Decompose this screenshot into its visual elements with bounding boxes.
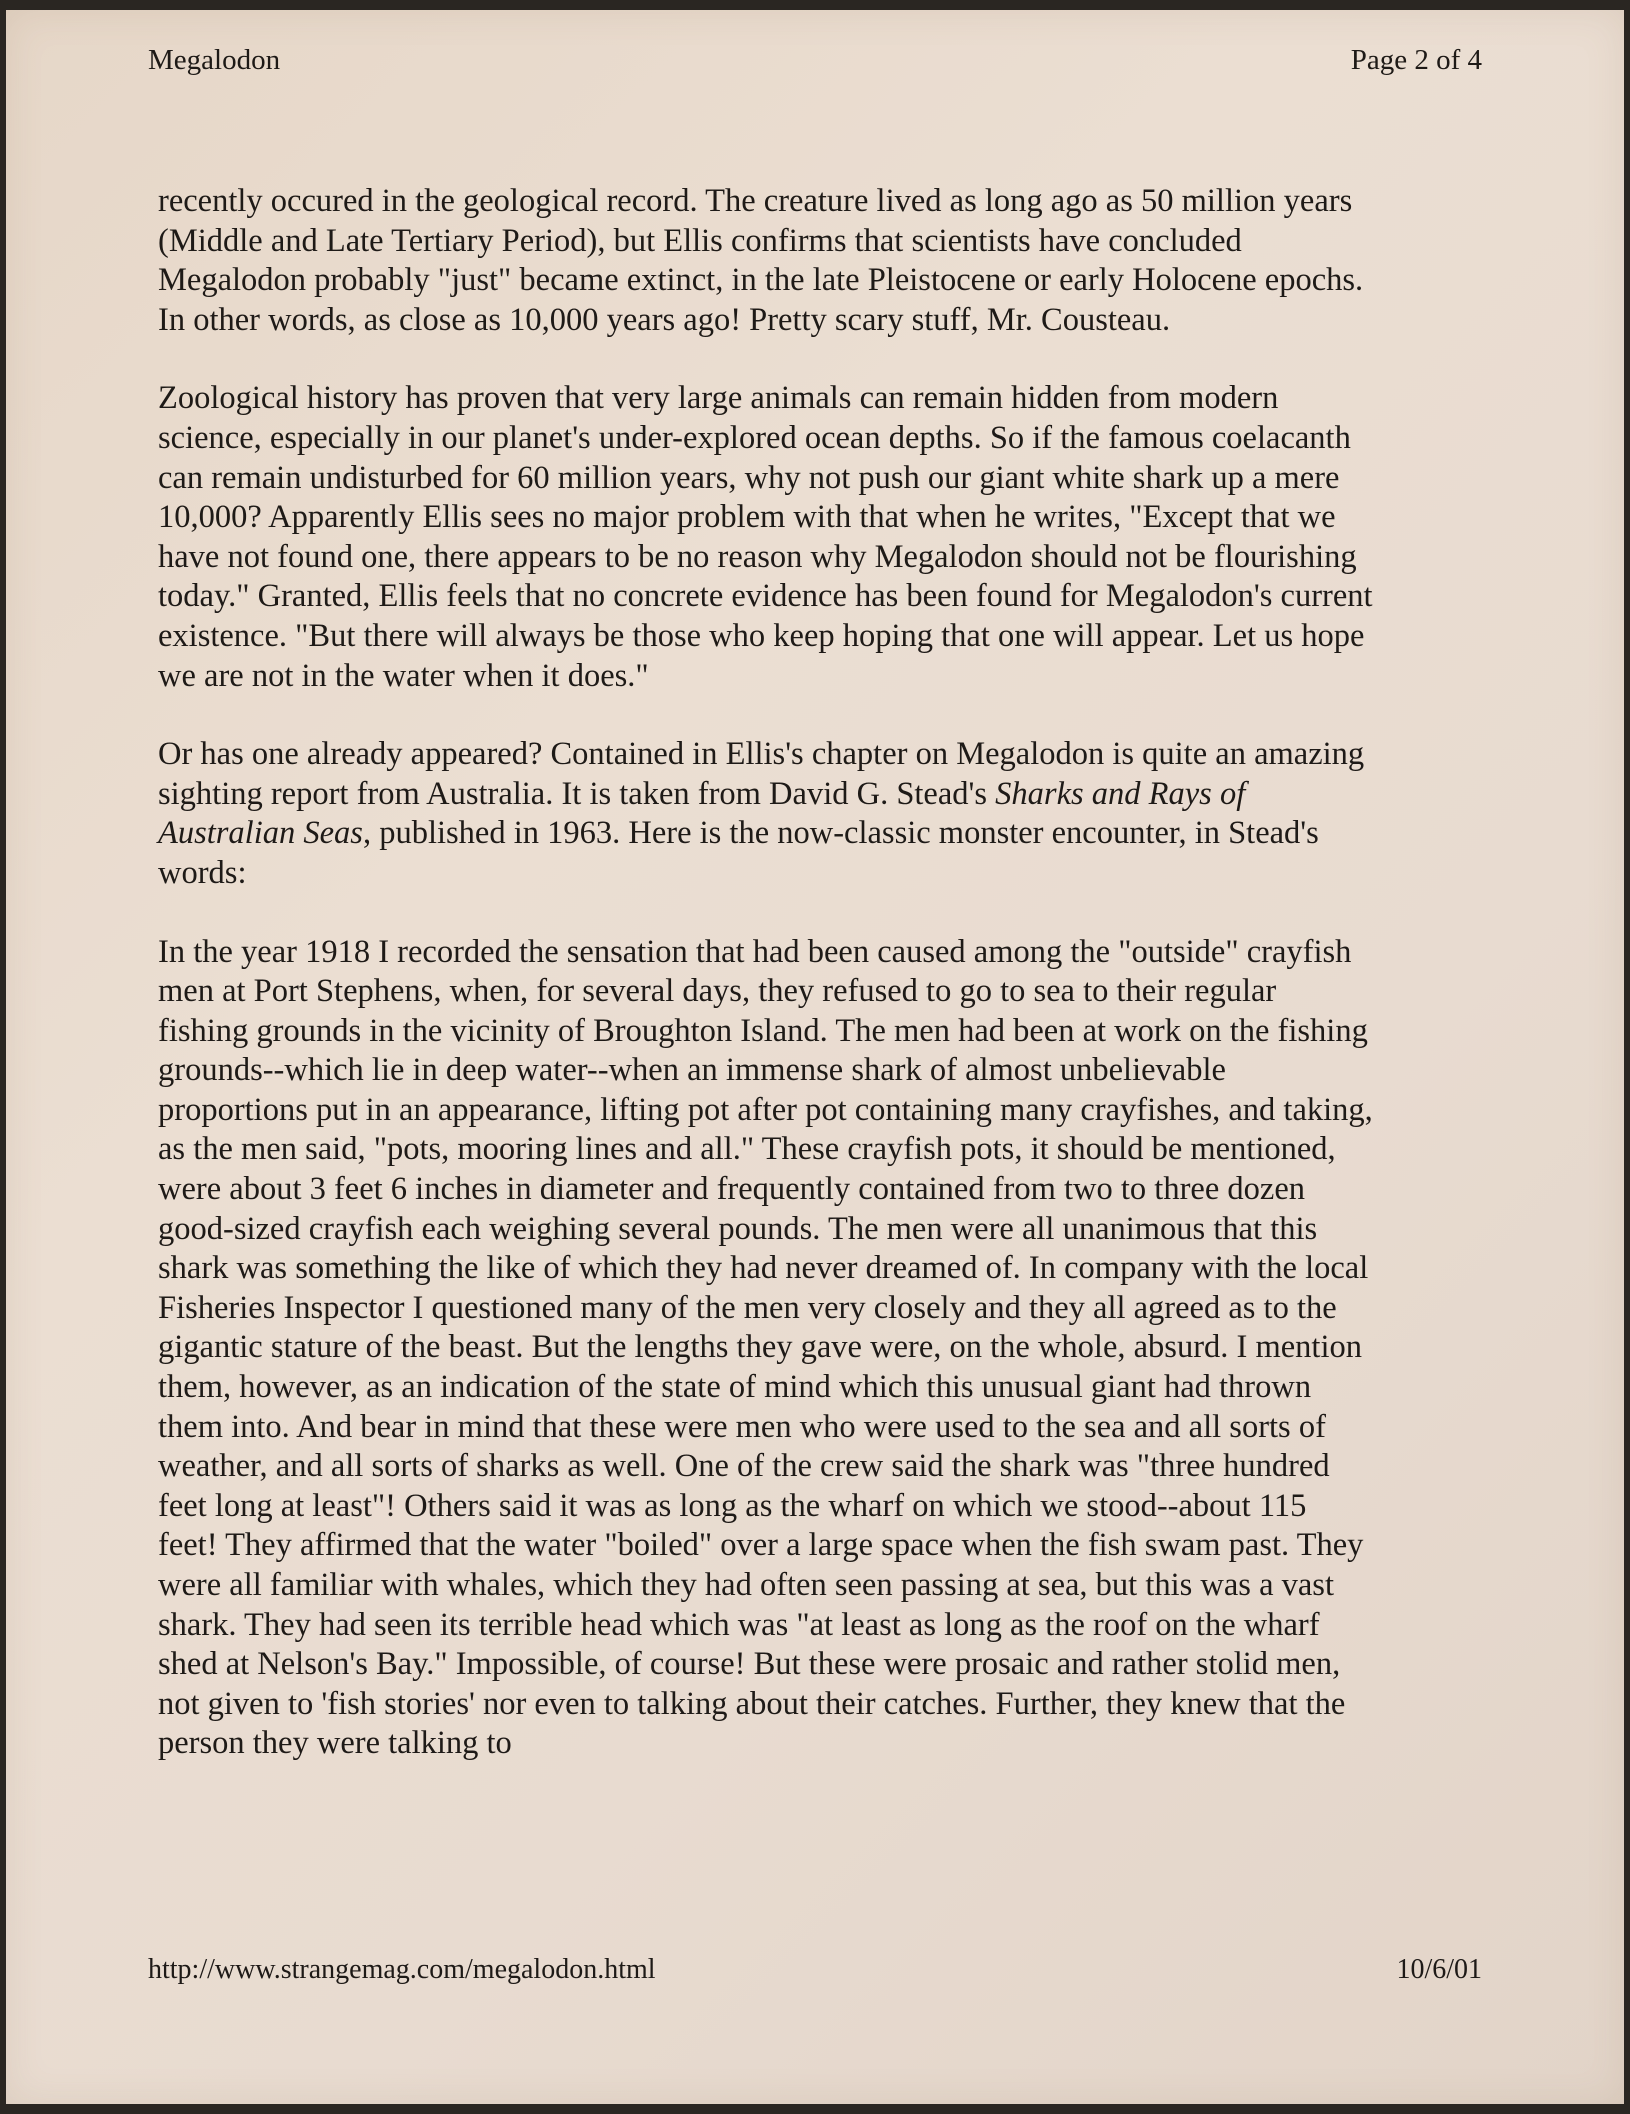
page-header-title: Megalodon [148,44,281,76]
article-body [158,182,1373,1803]
paragraph-4-quote: In the year 1918 I recorded the sensation that had been caused among the "outside" crayfish men at Port Stephens, when, for several days, they refused to go to sea to their regular fishing grounds in the vicinity of Broughton Island. The men had been at work on the fishing grounds--which lie in deep water--when an immense shark of almost unbelievable proportions put in an appearance, lifting pot after pot containing many crayfishes, and taking, as the men said, "pots, mooring lines and all." These crayfish pots, it should be mentioned, were about 3 feet 6 inches in diameter and frequently contained from two to three dozen good-sized crayfish each weighing several pounds. The men were all unanimous that this shark was something the like of which they had never dreamed of. In company with the local Fisheries Inspector I questioned many of the men very closely and they all agreed as to the gigantic stature of the beast. But the lengths they gave were, on the whole, absurd. I mention them, however, as an indication of the state of mind which this unusual giant had thrown them into. And bear in mind that these were men who were used to the sea and all sorts of weather, and all sorts of sharks as well. One of the crew said the shark was "three hundred feet long at least"! Others said it was as long as the wharf on which we stood--about 115 feet! They affirmed that the water "boiled" over a large space when the fish swam past. They were all familiar with whales, which they had often seen passing at sea, but this was a vast shark. They had seen its terrible head which was "at least as long as the roof on the wharf shed at Nelson's Bay." Impossible, of course! But these were prosaic and rather stolid men, not given to 'fish stories' nor even to talking about their catches. Further, they knew that the person they were talking to [158,933,1373,1762]
paragraph-1: recently occured in the geological record. The creature lived as long ago as 50 million years (Middle and Late Tertiary Period), but Ellis confirms that scientists have concluded Megalodon probably "just" became extinct, in the late Pleistocene or early Holocene epochs. In other words, as close as 10,000 years ago! Pretty scary stuff, Mr. Cousteau. [158,183,1364,338]
page-number: Page 2 of 4 [1350,44,1482,76]
paragraph-2: Zoological history has proven that very large animals can remain hidden from modern science, especially in our planet's under-explored ocean depths. So if the famous coelacanth can remain undisturbed for 60 million years, why not push our giant white shark up a mere 10,000? Apparently Ellis sees no major problem with that when he writes, "Except that we have not found one, there appears to be no reason why Megalodon should not be flourishing today." Granted, Ellis feels that no concrete evidence has been found for Megalodon's current existence. "But there will always be those who keep hoping that one will appear. Let us hope we are not in the water when it does." [158,380,1373,694]
footer-url: http://www.strangemag.com/megalodon.html [148,1954,656,1985]
paragraph-3 [158,735,1373,893]
paragraph-3-text-after: , published in 1963. Here is the now-classic monster encounter, in Stead's words: [158,815,1319,891]
document-page [6,10,1624,2104]
footer-date: 10/6/01 [1396,1954,1482,1985]
book-title: Sharks and Rays of Australian Seas [158,775,1246,852]
paragraph-3-text-before: Or has one already appeared? Contained in Ellis's chapter on Megalodon is quite an amazing sighting report from Australia. It is taken from David G. Stead's [158,736,1365,812]
